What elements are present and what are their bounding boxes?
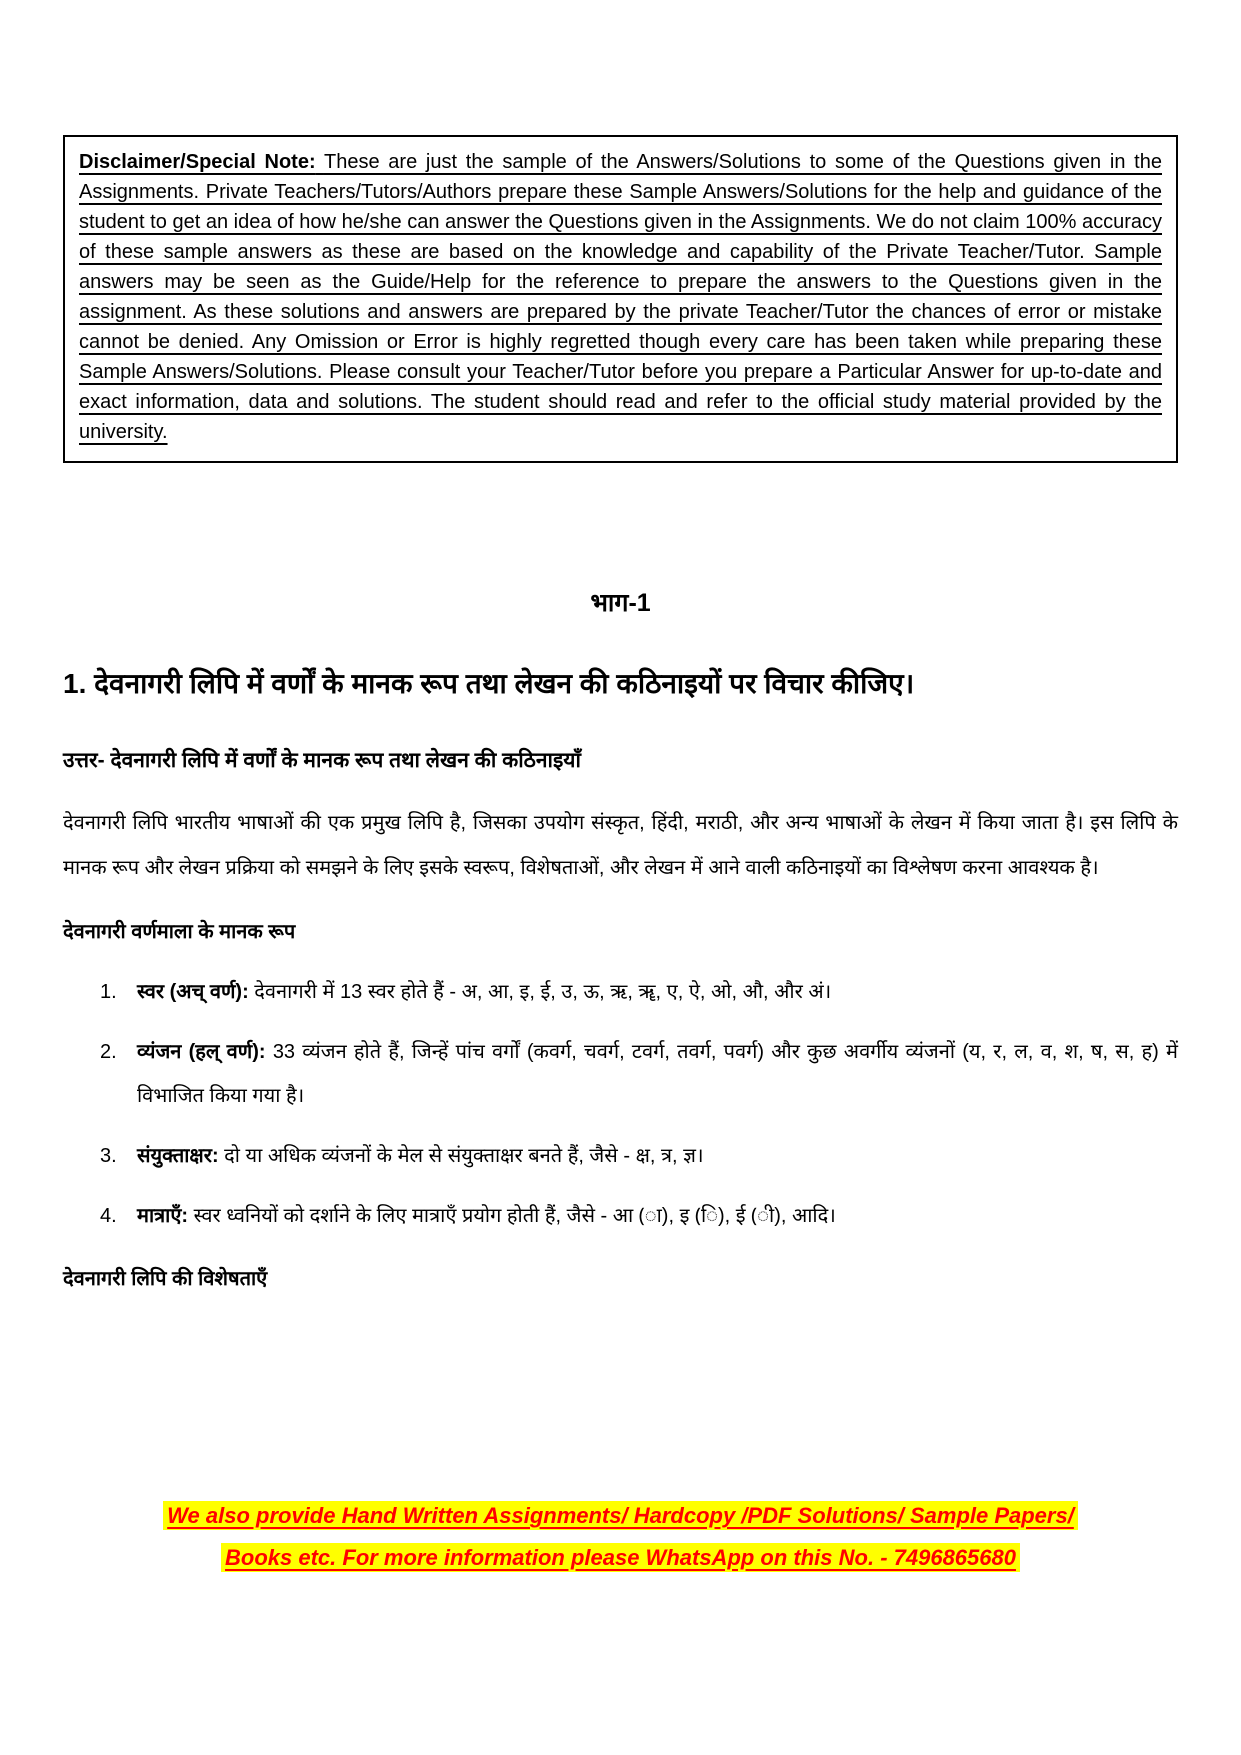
question-heading [63,657,1178,711]
section2-heading: देवनागरी लिपि की विशेषताएँ [63,1268,268,1290]
page-content [0,135,1241,1291]
disclaimer-text [79,147,1162,447]
question-number: 1. [63,668,87,699]
intro-paragraph: देवनागरी लिपि भारतीय भाषाओं की एक प्रमुख लिपि है, जिसका उपयोग संस्कृत, हिंदी, मराठी, और अन्य भाषाओं के लेखन में किया जाता है। इस लिपि के मानक रूप और लेखन प्रक्रिया को समझने के लिए इसके स्वरूप, विशेषताओं, और लेखन में आने वाली कठिनाइयों का विश्लेषण करना आवश्यक है। [63,812,1178,879]
list-item-number: 4. [100,1205,117,1227]
answer-heading [63,745,1178,777]
list-item [63,970,1178,1014]
list-item-label: मात्राएँ: [137,1205,189,1227]
list-item-number: 3. [100,1145,117,1167]
promo-footer-line1-wrap [0,1496,1241,1538]
list-item-body [137,1030,1178,1118]
list-item-number: 2. [100,1041,117,1063]
disclaimer-label: Disclaimer/Special Note: [79,151,316,173]
list-item-label: स्वर (अच् वर्ण): [137,981,249,1003]
standard-forms-list [63,970,1178,1238]
list-item-body [137,970,1178,1014]
disclaimer-box [63,135,1178,463]
list-item-text: देवनागरी में 13 स्वर होते हैं - अ, आ, इ, ई, उ, ऊ, ऋ, ॠ, ए, ऐ, ओ, औ, और अं। [254,981,832,1003]
question-text: देवनागरी लिपि में वर्णों के मानक रूप तथा लेखन की कठिनाइयों पर विचार कीजिए। [94,668,915,699]
promo-footer-line2-wrap [0,1538,1241,1580]
list-item [63,1134,1178,1178]
list-item-label: व्यंजन (हल् वर्ण): [137,1041,266,1063]
section1-heading: देवनागरी वर्णमाला के मानक रूप [63,921,296,943]
list-item-label: संयुक्ताक्षर: [137,1145,219,1167]
promo-footer [0,1496,1241,1580]
disclaimer-body: These are just the sample of the Answers/Solutions to some of the Questions given in the Assignments. Private Teachers/Tutors/Authors prepare these Sample Answers/Solutions for the help and guidance of the student to get an idea of how he/she can answer the Questions given in the Assignments. We do not claim 100% accuracy of these sample answers as these are based on the knowledge and capability of the Private Teacher/Tutor. Sample answers may be seen as the Guide/Help for the reference to prepare the answers to the Questions given in the assignment. As these solutions and answers are prepared by the private Teacher/Tutor the chances of error or mistake cannot be denied. Any Omission or Error is highly regretted though every care has been taken while preparing these Sample Answers/Solutions. Please consult your Teacher/Tutor before you prepare a Particular Answer for up-to-date and exact information, data and solutions. The student should read and refer to the official study material provided by the university. [79,151,1162,443]
list-item-number: 1. [100,981,117,1003]
promo-footer-line1: We also provide Hand Written Assignments/ Hardcopy /PDF Solutions/ Sample Papers/ [163,1501,1078,1530]
list-item-body [137,1194,1178,1238]
list-item [63,1030,1178,1118]
part-heading: भाग-1 [590,589,651,617]
list-item-text: 33 व्यंजन होते हैं, जिन्हें पांच वर्गों (कवर्ग, चवर्ग, टवर्ग, तवर्ग, पवर्ग) और कुछ अवर्गीय व्यंजनों (य, र, ल, व, श, ष, स, ह) में विभाजित किया गया है। [137,1041,1178,1107]
promo-footer-line2: Books etc. For more information please WhatsApp on this No. - 7496865680 [221,1543,1020,1572]
list-item-body [137,1134,1178,1178]
list-item-text: स्वर ध्वनियों को दर्शाने के लिए मात्राएँ प्रयोग होती हैं, जैसे - आ (ा), इ (ि), ई (ी), आदि। [193,1205,836,1227]
answer-title: देवनागरी लिपि में वर्णों के मानक रूप तथा लेखन की कठिनाइयाँ [110,749,581,772]
list-item [63,1194,1178,1238]
answer-label: उत्तर- [63,749,105,772]
list-item-text: दो या अधिक व्यंजनों के मेल से संयुक्ताक्षर बनते हैं, जैसे - क्ष, त्र, ज्ञ। [224,1145,704,1167]
